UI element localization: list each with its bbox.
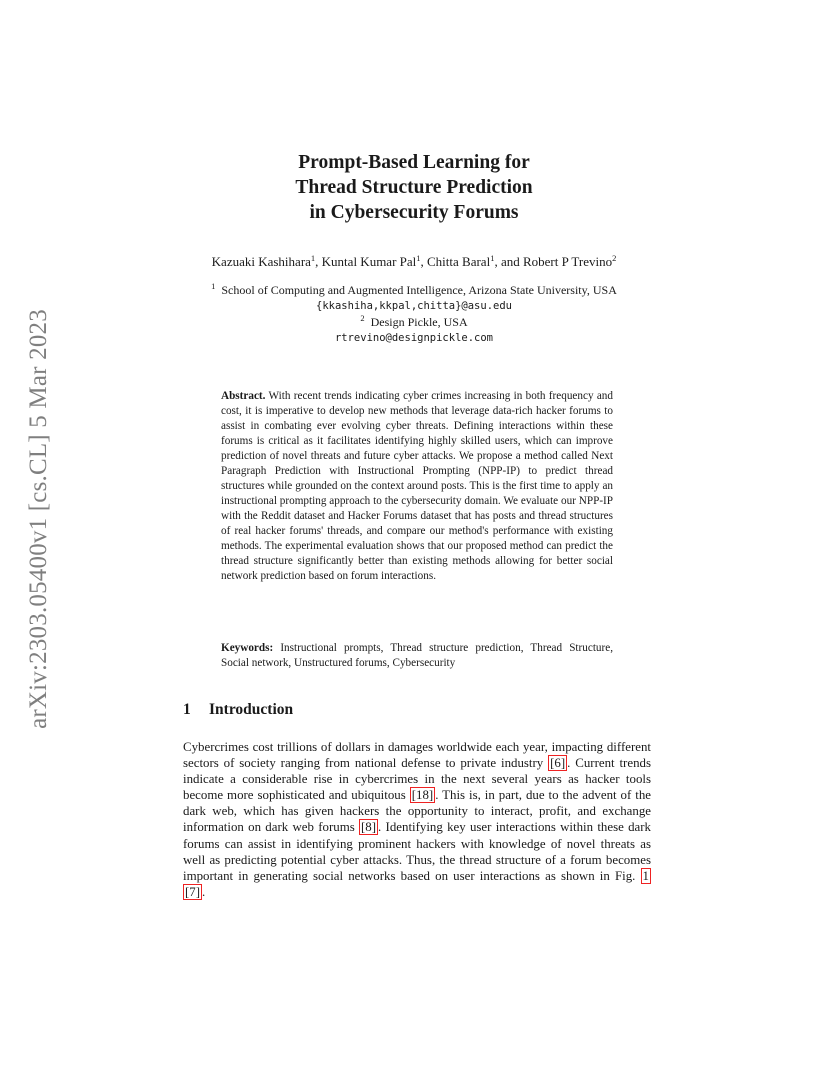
abstract [221, 389, 613, 584]
keywords-label: Keywords: [221, 642, 274, 654]
affiliation-text: School of Computing and Augmented Intelligence, Arizona State University, USA [221, 283, 617, 297]
section-number: 1 [183, 701, 191, 718]
author-name: Robert P Trevino [522, 254, 613, 269]
author-affil-mark: 1 [490, 253, 495, 263]
author-separator: , [315, 254, 322, 269]
affiliations [0, 282, 828, 346]
abstract-text: With recent trends indicating cyber crimes increasing in both frequency and cost, it is imperative to develop new methods that leverage data-rich hacker forums to assist in combating ever evolving cyber threats. Defining interactions within these forums is critical as it facilitates identifying highly skilled users, which can improve prediction of novel threats and future cyber attacks. We propose a method called Next Paragraph Prediction with Instructional Prompting (NPP-IP) to predict thread structures while grounded on the context around posts. This is the first time to apply an instructional prompting approach to the cybersecurity domain. We evaluate our NPP-IP with the Reddit dataset and Hacker Forums dataset that has posts and thread structures of real hacker forums' threads, and compare our method's performance with existing methods. The experimental evaluation shows that our proposed method can predict the thread structure significantly better than existing methods allowing for better social network prediction based on forum interactions. [221, 390, 613, 582]
author-name: Kuntal Kumar Pal [321, 254, 417, 269]
section-title: Introduction [209, 701, 294, 718]
affiliation-1 [0, 282, 828, 298]
affiliation-1-email: {kkashiha,kkpal,chitta}@asu.edu [316, 300, 512, 312]
affiliation-mark: 2 [360, 313, 365, 323]
paper-title [0, 150, 828, 225]
author-separator: , and [494, 254, 523, 269]
intro-text: . Current trends indicate a considerable rise in cybercrimes in the next several years as hacker tools become more sophisticated and ubiquitous [183, 756, 651, 803]
citation-link[interactable]: [7] [185, 884, 201, 899]
intro-text: Cybercrimes cost trillions of dollars in damages worldwide each year, impacting different sectors of society ranging from national defense to private industry [183, 740, 651, 771]
author-affil-mark: 1 [416, 253, 421, 263]
affiliation-2-email: rtrevino@designpickle.com [334, 332, 494, 344]
keywords [221, 641, 613, 671]
title-line-2: Thread Structure Prediction [295, 177, 533, 198]
author-separator: , [420, 254, 428, 269]
citation-link[interactable]: [8] [361, 820, 377, 835]
section-heading-introduction [183, 701, 293, 719]
author-name: Kazuaki Kashihara [211, 254, 311, 269]
intro-text: . Identifying key user interactions within these dark forums can assist in identifying prominent hackers with knowledge of novel threats as well as predicting potential cyber attacks. Thus, the thread structure of a forum becomes important in generating social networks based on user interactions as shown in Fig. [183, 820, 652, 883]
affiliation-mark: 1 [211, 281, 216, 291]
citation-link[interactable]: [6] [550, 756, 566, 771]
affiliation-2 [0, 314, 828, 330]
citation-link[interactable]: [18] [411, 788, 434, 803]
arxiv-sidebar [22, 290, 56, 748]
keywords-text: Instructional prompts, Thread structure prediction, Thread Structure, Social network, Unstructured forums, Cybersecurity [221, 642, 614, 669]
title-line-1: Prompt-Based Learning for [298, 152, 530, 173]
introduction-paragraph [183, 739, 651, 900]
author-affil-mark: 1 [310, 253, 316, 263]
intro-text: . [202, 884, 206, 899]
title-line-3: in Cybersecurity Forums [309, 202, 519, 223]
abstract-label: Abstract. [221, 390, 266, 402]
affiliation-text: Design Pickle, USA [370, 315, 468, 329]
arxiv-identifier: arXiv:2303.05400v1 [cs.CL] 5 Mar 2023 [25, 309, 52, 729]
author-name: Chitta Baral [427, 254, 491, 269]
intro-text: . This is, in part, due to the advent of the dark web, which has given hackers the opportunity to interact, profit, and exchange information on dark web forums [183, 788, 651, 835]
author-affil-mark: 2 [612, 253, 617, 263]
figure-link[interactable]: 1 [642, 868, 649, 883]
author-list [0, 254, 828, 270]
